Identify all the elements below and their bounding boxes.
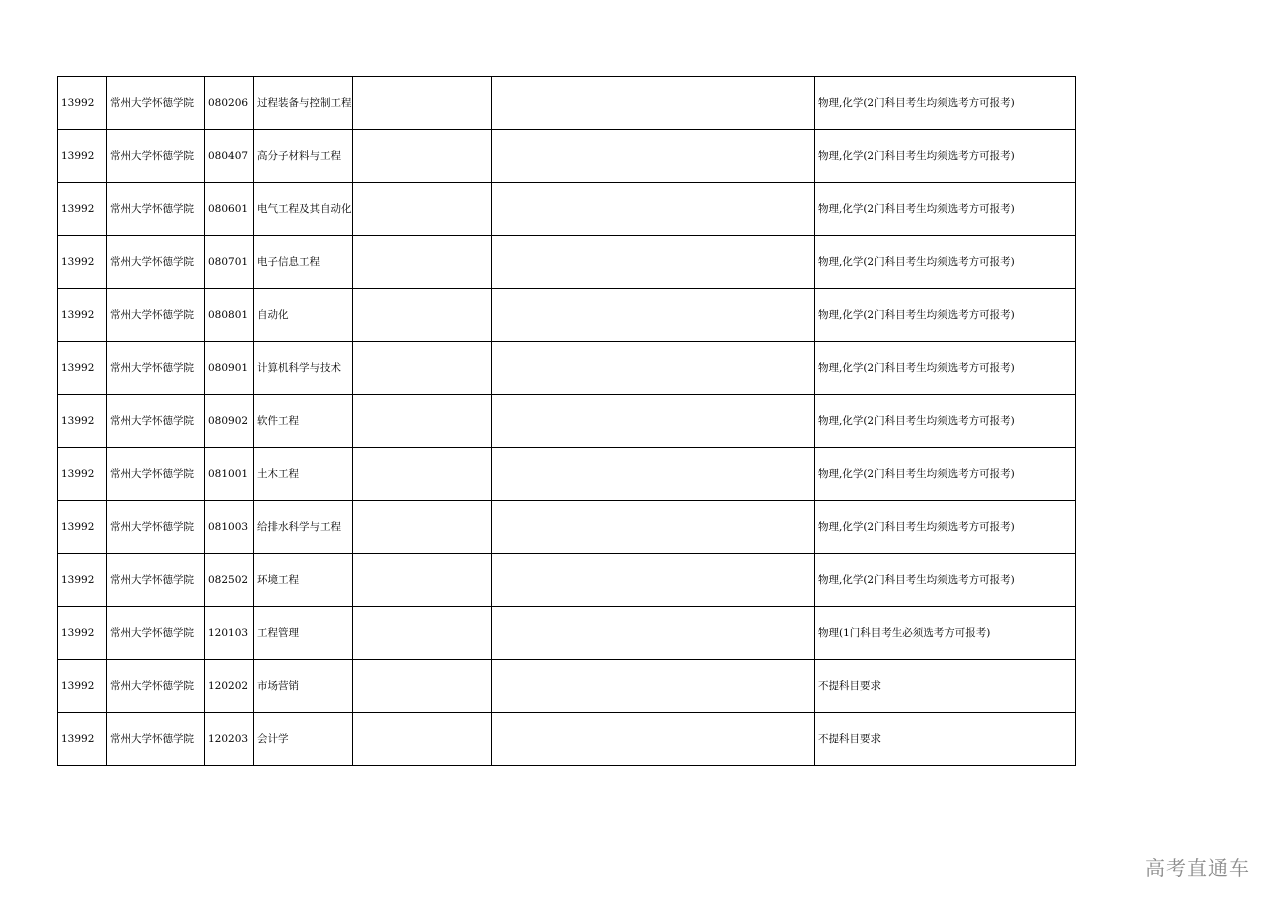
institution-code-cell: 13992: [58, 554, 107, 607]
empty-cell: [353, 342, 492, 395]
empty-cell: [492, 342, 815, 395]
subject-requirement-cell: 物理,化学(2门科目考生均须选考方可报考): [815, 183, 1076, 236]
requirements-table: [57, 76, 1076, 766]
table-row: [58, 554, 1076, 607]
subject-requirement-cell: 物理,化学(2门科目考生均须选考方可报考): [815, 554, 1076, 607]
table-row: [58, 236, 1076, 289]
institution-name-cell: 常州大学怀德学院: [107, 342, 205, 395]
table-row: [58, 713, 1076, 766]
empty-cell: [492, 448, 815, 501]
table-row: [58, 342, 1076, 395]
table-row: [58, 395, 1076, 448]
empty-cell: [353, 183, 492, 236]
institution-code-cell: 13992: [58, 607, 107, 660]
institution-code-cell: 13992: [58, 660, 107, 713]
major-name-cell: 计算机科学与技术: [254, 342, 353, 395]
major-name-cell: 电子信息工程: [254, 236, 353, 289]
empty-cell: [353, 660, 492, 713]
major-name-cell: 会计学: [254, 713, 353, 766]
institution-code-cell: 13992: [58, 501, 107, 554]
major-code-cell: 080601: [205, 183, 254, 236]
table-row: [58, 77, 1076, 130]
empty-cell: [492, 130, 815, 183]
subject-requirement-cell: 物理,化学(2门科目考生均须选考方可报考): [815, 342, 1076, 395]
major-name-cell: 给排水科学与工程: [254, 501, 353, 554]
major-code-cell: 081001: [205, 448, 254, 501]
empty-cell: [492, 501, 815, 554]
institution-code-cell: 13992: [58, 713, 107, 766]
major-code-cell: 081003: [205, 501, 254, 554]
institution-code-cell: 13992: [58, 236, 107, 289]
empty-cell: [353, 289, 492, 342]
major-code-cell: 120203: [205, 713, 254, 766]
institution-code-cell: 13992: [58, 448, 107, 501]
table-row: [58, 660, 1076, 713]
major-name-cell: 市场营销: [254, 660, 353, 713]
major-code-cell: 080902: [205, 395, 254, 448]
major-code-cell: 082502: [205, 554, 254, 607]
empty-cell: [492, 554, 815, 607]
major-name-cell: 土木工程: [254, 448, 353, 501]
major-name-cell: 电气工程及其自动化: [254, 183, 353, 236]
institution-name-cell: 常州大学怀德学院: [107, 77, 205, 130]
empty-cell: [353, 554, 492, 607]
empty-cell: [353, 395, 492, 448]
institution-name-cell: 常州大学怀德学院: [107, 713, 205, 766]
empty-cell: [353, 448, 492, 501]
subject-requirement-cell: 物理,化学(2门科目考生均须选考方可报考): [815, 236, 1076, 289]
empty-cell: [492, 183, 815, 236]
institution-code-cell: 13992: [58, 77, 107, 130]
major-name-cell: 自动化: [254, 289, 353, 342]
subject-requirement-cell: 不提科目要求: [815, 713, 1076, 766]
institution-name-cell: 常州大学怀德学院: [107, 660, 205, 713]
empty-cell: [492, 713, 815, 766]
table-row: [58, 130, 1076, 183]
table-row: [58, 501, 1076, 554]
institution-code-cell: 13992: [58, 342, 107, 395]
institution-name-cell: 常州大学怀德学院: [107, 183, 205, 236]
empty-cell: [492, 289, 815, 342]
institution-name-cell: 常州大学怀德学院: [107, 501, 205, 554]
empty-cell: [492, 77, 815, 130]
institution-code-cell: 13992: [58, 183, 107, 236]
empty-cell: [492, 660, 815, 713]
empty-cell: [492, 607, 815, 660]
empty-cell: [353, 236, 492, 289]
major-name-cell: 高分子材料与工程: [254, 130, 353, 183]
subject-requirement-cell: 物理,化学(2门科目考生均须选考方可报考): [815, 77, 1076, 130]
subject-requirement-cell: 不提科目要求: [815, 660, 1076, 713]
empty-cell: [353, 77, 492, 130]
institution-name-cell: 常州大学怀德学院: [107, 607, 205, 660]
watermark-text: 高考直通车: [1145, 856, 1250, 880]
subject-requirement-cell: 物理,化学(2门科目考生均须选考方可报考): [815, 448, 1076, 501]
table-row: [58, 183, 1076, 236]
institution-name-cell: 常州大学怀德学院: [107, 130, 205, 183]
subject-requirement-cell: 物理,化学(2门科目考生均须选考方可报考): [815, 501, 1076, 554]
major-code-cell: 120202: [205, 660, 254, 713]
empty-cell: [353, 713, 492, 766]
table-row: [58, 448, 1076, 501]
institution-name-cell: 常州大学怀德学院: [107, 395, 205, 448]
major-code-cell: 080801: [205, 289, 254, 342]
subject-requirement-cell: 物理(1门科目考生必须选考方可报考): [815, 607, 1076, 660]
empty-cell: [353, 130, 492, 183]
table-body: [58, 77, 1076, 766]
institution-name-cell: 常州大学怀德学院: [107, 554, 205, 607]
empty-cell: [353, 501, 492, 554]
table-row: [58, 289, 1076, 342]
subject-requirement-cell: 物理,化学(2门科目考生均须选考方可报考): [815, 395, 1076, 448]
empty-cell: [492, 395, 815, 448]
major-name-cell: 环境工程: [254, 554, 353, 607]
empty-cell: [353, 607, 492, 660]
table-row: [58, 607, 1076, 660]
institution-name-cell: 常州大学怀德学院: [107, 289, 205, 342]
major-name-cell: 过程装备与控制工程: [254, 77, 353, 130]
institution-code-cell: 13992: [58, 130, 107, 183]
empty-cell: [492, 236, 815, 289]
institution-code-cell: 13992: [58, 395, 107, 448]
major-name-cell: 软件工程: [254, 395, 353, 448]
institution-code-cell: 13992: [58, 289, 107, 342]
institution-name-cell: 常州大学怀德学院: [107, 236, 205, 289]
subject-requirement-cell: 物理,化学(2门科目考生均须选考方可报考): [815, 289, 1076, 342]
major-code-cell: 080901: [205, 342, 254, 395]
subject-requirement-cell: 物理,化学(2门科目考生均须选考方可报考): [815, 130, 1076, 183]
major-code-cell: 120103: [205, 607, 254, 660]
major-code-cell: 080701: [205, 236, 254, 289]
institution-name-cell: 常州大学怀德学院: [107, 448, 205, 501]
major-code-cell: 080407: [205, 130, 254, 183]
major-name-cell: 工程管理: [254, 607, 353, 660]
major-code-cell: 080206: [205, 77, 254, 130]
